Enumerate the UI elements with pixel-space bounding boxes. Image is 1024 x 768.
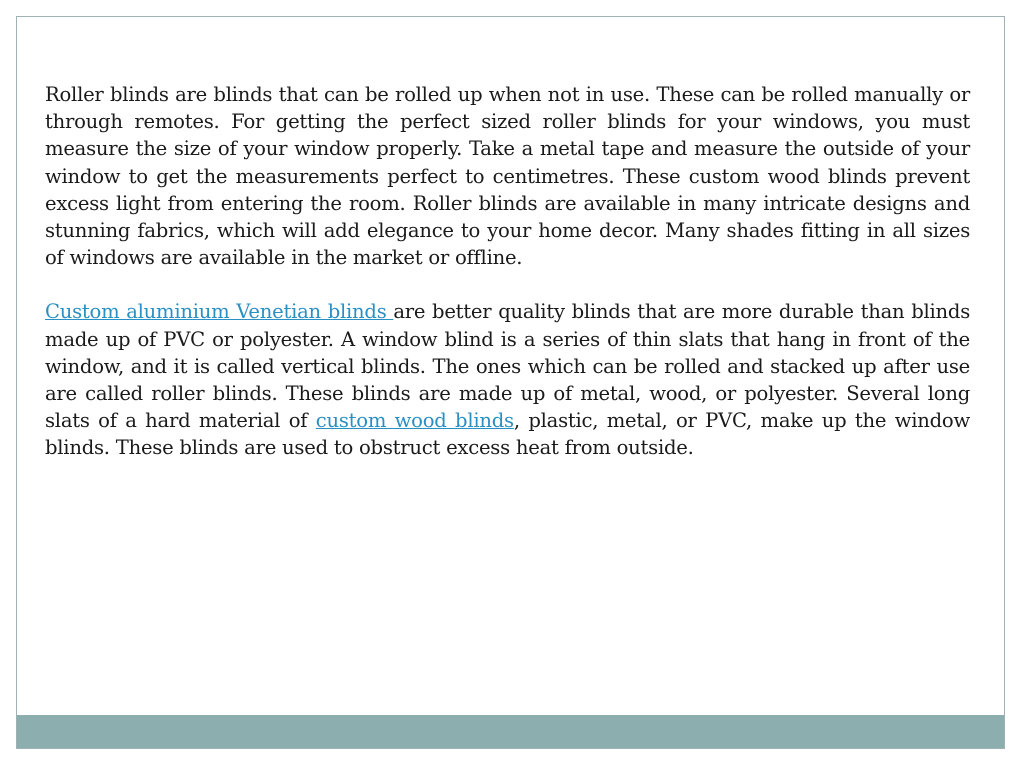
paragraph-2-text-b: , plastic, metal, or PVC, make up the window blinds. These blinds are used to obstruct excess heat from outside.: [45, 409, 970, 460]
custom-wood-blinds-link[interactable]: custom wood blinds: [315, 409, 514, 433]
paragraph-roller-blinds: [45, 81, 970, 271]
footer-bar: [17, 715, 1004, 748]
paragraph-1-text: Roller blinds are blinds that can be rolled up when not in use. These can be rolled manually or through remotes. For getting the perfect sized roller blinds for your windows, you must measure the size of your window properly. Take a metal tape and measure the outside of your window to get the measurements perfect to centimetres. These custom wood blinds prevent excess light from entering the room. Roller blinds are available in many intricate designs and stunning fabrics, which will add elegance to your home decor. Many shades fitting in all sizes of windows are available in the market or offline.: [45, 83, 970, 270]
paragraph-venetian-blinds: [45, 298, 970, 461]
paragraph-2-text-a: are better quality blinds that are more durable than blinds made up of PVC or polyester. A window blind is a series of thin slats that hang in front of the window, and it is called vertical blinds. The ones which can be rolled and stacked up after use are called roller blinds. These blinds are made up of metal, wood, or polyester. Several long slats of a hard material of: [45, 300, 970, 433]
slide-content: [45, 81, 970, 489]
custom-aluminium-venetian-blinds-link[interactable]: Custom aluminium Venetian blinds: [45, 300, 394, 324]
slide-frame: [16, 16, 1005, 749]
